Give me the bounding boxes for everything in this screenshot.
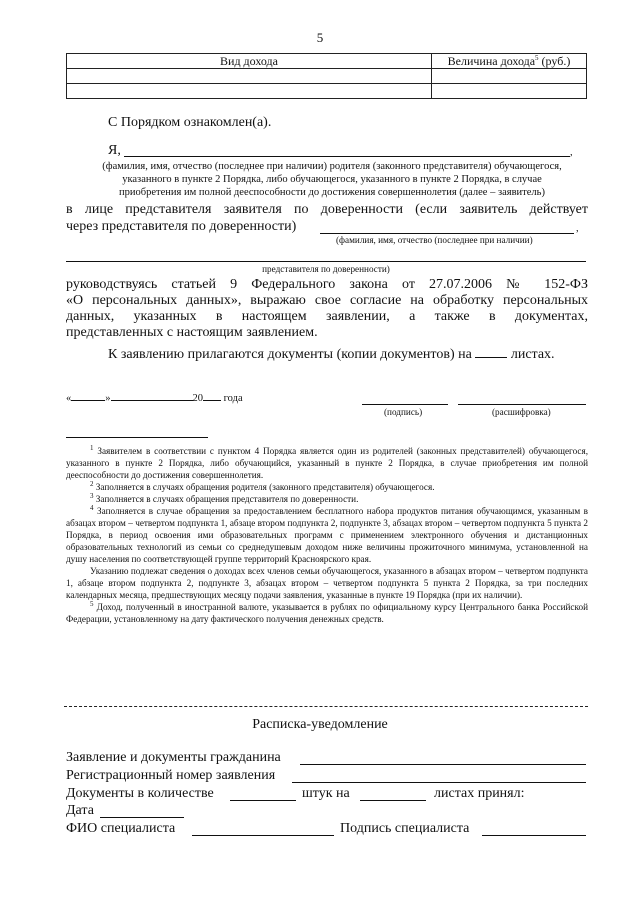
column-header-income-amount: Величина дохода$^5$ (руб.) xyxy=(432,54,587,69)
fio-applicant-line[interactable] xyxy=(124,156,570,157)
specialist-name-field[interactable] xyxy=(192,835,334,836)
rep-line-2: через представителя по доверенности) xyxy=(66,219,297,234)
footnote-4: $^4$ Заполняется в случае обращения за предоставлением бесплатного набора продуктов питания обучающимся, указанным в абзацах втором – четвертом подпункта 1, абзаце втором подпункта 2, подпункте 3, абзацах втором – четвертом подпункта 5 пункта 2 Порядка, в период освоения ими образовательных программ с применением электронного обучения и дистанционных образовательных технологий из семьи со среднедушевым доходом ниже величины прожиточного минимума, установленной на душу населения по соответствующей группе территорий Красноярского края. xyxy=(66,503,588,564)
sheets-field[interactable] xyxy=(360,800,426,801)
footnote-2: $^2$ Заполняется в случаях обращения родителя (законного представителя) обучающегося. xyxy=(90,479,435,492)
footnote-5: $^5$ Доход, полученный в иностранной валюте, указывается в рублях по официальному курсу Центрального банка Российской Федерации, установленному на дату фактического получения денежных средств. xyxy=(66,599,588,624)
page-number: 5 xyxy=(316,30,324,45)
footnote-3: $^3$ Заполняется в случаях обращения представителя по доверенности. xyxy=(90,491,359,504)
table-row xyxy=(67,69,587,84)
year-field[interactable] xyxy=(203,400,221,401)
citizen-name-field[interactable] xyxy=(300,764,586,765)
consent-line-1: руководствуясь статьей 9 Федерального закона от 27.07.2006 № 152-ФЗ xyxy=(66,277,588,292)
decode-hint: (расшифровка) xyxy=(492,407,551,417)
fio-parent-hint-1: (фамилия, имя, отчество (последнее при наличии) родителя (законного представителя) обучающегося, xyxy=(102,161,562,172)
specialist-signature-field[interactable] xyxy=(482,835,586,836)
table-row xyxy=(67,84,587,99)
date-line: « » 20 года xyxy=(66,393,243,404)
signature-line[interactable] xyxy=(362,404,448,405)
rep-hint: (фамилия, имя, отчество (последнее при наличии) xyxy=(336,235,533,245)
rep-line-1: в лице представителя заявителя по доверенности (если заявитель действует xyxy=(66,202,588,217)
fio-parent-hint-3: приобретения им полной дееспособности до достижения совершеннолетия (далее – заявитель) xyxy=(119,187,545,198)
receipt-specialist-label: ФИО специалиста xyxy=(66,821,176,836)
receipt-regnum-label: Регистрационный номер заявления xyxy=(66,768,276,783)
footnotes xyxy=(66,445,588,625)
footnote-1: $^1$ Заявителем в соответствии с пунктом 4 Порядка является один из родителей (законных представителей) обучающегося, указанного в пункте 2 Порядка, либо обучающийся, указанный в пункте 2 Порядка, в случае приобретения им полной дееспособности до достижения совершеннолетия. xyxy=(66,443,589,480)
cut-line xyxy=(64,706,588,707)
fio-parent-hint-2: указанного в пункте 2 Порядка, либо обучающегося, указанного в пункте 2 Порядка, в случае xyxy=(122,174,542,185)
table-header-row xyxy=(67,54,587,69)
receipt-title: Расписка-уведомление xyxy=(252,717,388,732)
attachments-line: К заявлению прилагаются документы (копии документов) на листах. xyxy=(108,347,555,362)
consent-line-4: представленных с настоящим заявлением. xyxy=(66,325,318,340)
column-header-income-type: Вид дохода xyxy=(67,54,432,69)
income-table xyxy=(66,53,587,99)
month-field[interactable] xyxy=(111,400,193,401)
consent-line-3: данных, указанных в настоящем заявлении, а также в документах, xyxy=(66,309,588,324)
rep-fio-line-2[interactable] xyxy=(66,261,586,262)
acquainted-text: С Порядком ознакомлен(а). xyxy=(108,115,272,130)
receipt-docs-count-label: Документы в количестве xyxy=(66,786,214,801)
receipt-accepted-label: листах принял: xyxy=(434,786,525,801)
signature-hint: (подпись) xyxy=(384,407,423,417)
receipt-signature-label: Подпись специалиста xyxy=(340,821,470,836)
i-prefix: Я, xyxy=(108,143,121,158)
rep-hint-2: представителя по доверенности) xyxy=(262,264,390,274)
receipt-citizen-label: Заявление и документы гражданина xyxy=(66,750,281,765)
docs-count-field[interactable] xyxy=(230,800,296,801)
regnum-field[interactable] xyxy=(292,782,586,783)
sheets-count-field[interactable] xyxy=(475,357,507,358)
footnote-separator xyxy=(66,437,208,438)
decode-line[interactable] xyxy=(458,404,586,405)
receipt-date-label: Дата xyxy=(66,803,94,818)
footnote-4b: Указанию подлежат сведения о доходах всех членов семьи обучающегося, указанного в абзацах втором – четвертом подпункта 1, абзаце втором подпункта 2, подпункте 3, абзацах втором – четвертом подпункта 5 пункта 2 Порядка, за три последних календарных месяца, предшествующих месяцу подачи заявления, указанные в пункте 19 Порядка (при их наличии). xyxy=(66,566,588,600)
day-field[interactable] xyxy=(71,400,105,401)
receipt-date-field[interactable] xyxy=(100,817,184,818)
consent-line-2: «О персональных данных», выражаю свое согласие на обработку персональных xyxy=(66,293,588,308)
receipt-pieces-label: штук на xyxy=(302,786,350,801)
